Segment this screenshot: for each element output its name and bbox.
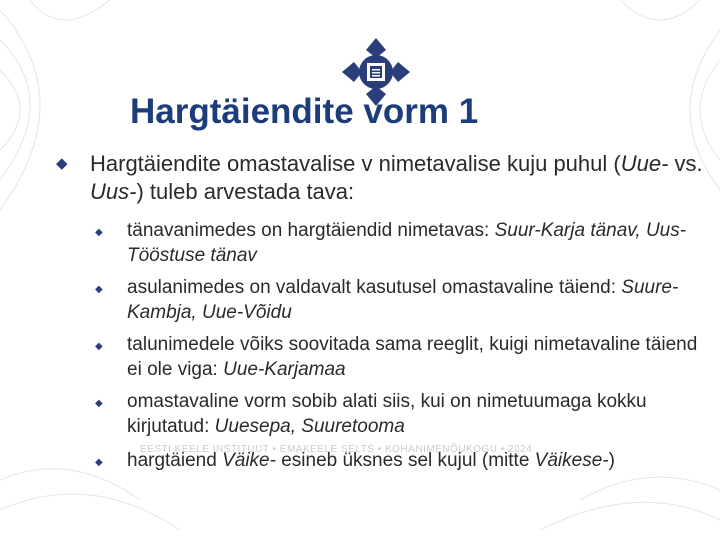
- main-bullet-text: Hargtäiendite omastavalise v nimetavalise kuju puhul (Uue- vs. Uus-) tuleb arvestada tava:: [90, 151, 703, 204]
- sub-bullet-2: asulanimedes on valdavalt kasutusel omastavaline täiend: Suure-Kambja, Uue-Võidu: [127, 277, 679, 323]
- diamond-bullet-icon: ◆: [56, 155, 68, 172]
- sub-bullet-5: hargtäiend Väike- esineb üksnes sel kujul (mitte Väikese-): [127, 450, 615, 471]
- footer-watermark: EESTI KEELE INSTITUUT • EMAKEELE SELTS • KOHANIMENÕUKOGU • 2024: [140, 444, 533, 455]
- sub-bullet-1: tänavanimedes on hargtäiendid nimetavas: Suur-Karja tänav, Uus-Tööstuse tänav: [127, 220, 687, 266]
- diamond-bullet-icon: ◆: [95, 341, 103, 352]
- diamond-bullet-icon: ◆: [95, 227, 103, 238]
- sub-bullet-4: omastavaline vorm sobib alati siis, kui on nimetuumaga kokku kirjutatud: Uuesepa, Suuretooma: [127, 391, 647, 437]
- diamond-bullet-icon: ◆: [95, 284, 103, 295]
- sub-bullet-3: talunimedele võiks soovitada sama reeglit, kuigi nimetavaline täiend ei ole viga: Uue-Karjamaa: [127, 334, 698, 380]
- diamond-bullet-icon: ◆: [95, 457, 103, 468]
- slide-title: Hargtäiendite vorm 1: [130, 92, 479, 131]
- diamond-bullet-icon: ◆: [95, 398, 103, 409]
